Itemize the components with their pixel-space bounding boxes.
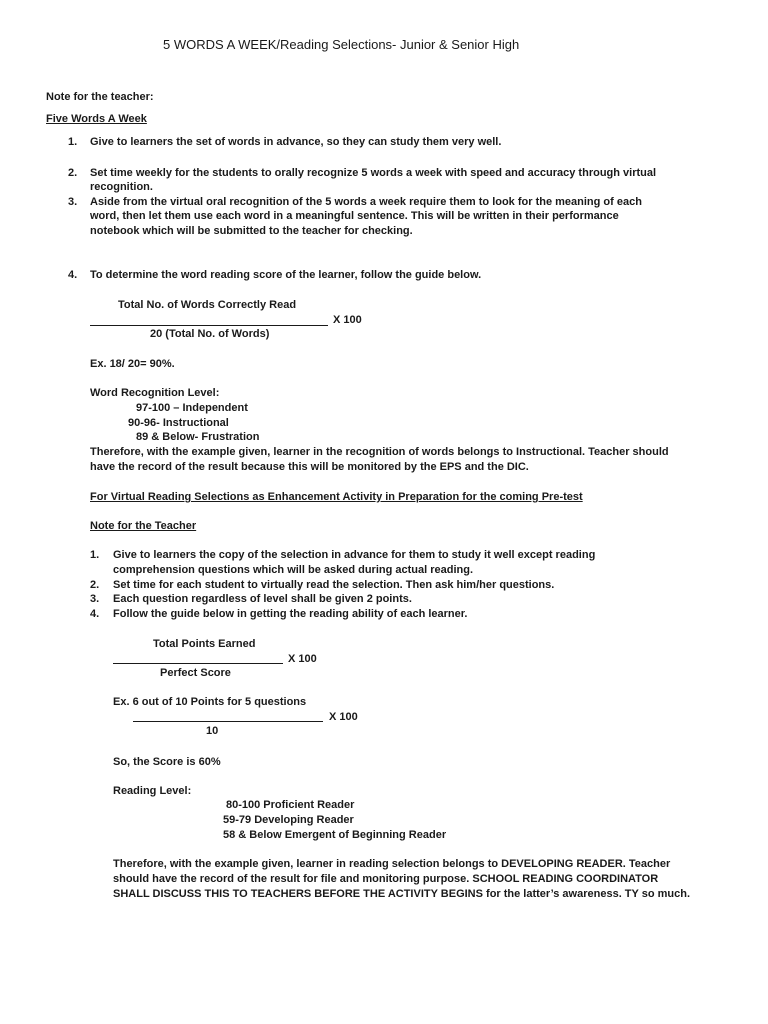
example2-line: Ex. 6 out of 10 Points for 5 questions xyxy=(113,696,307,708)
list1-num-3: 3. xyxy=(68,196,78,208)
list2-num-3: 3. xyxy=(90,593,100,605)
list1-item-2-line-1: Set time weekly for the students to orally recognize 5 words a week with speed and accuracy through virtual xyxy=(90,167,657,179)
word-recognition-level-1: 97-100 – Independent xyxy=(136,402,248,414)
note2-heading: Note for the Teacher xyxy=(90,520,197,532)
list1-item-3-line-2: word, then let them use each word in a meaningful sentence. This will be written in their performance xyxy=(90,210,619,222)
list2-item-1-line-1: Give to learners the copy of the selection in advance for them to study it well except reading xyxy=(113,549,596,561)
example2-multiplier: X 100 xyxy=(329,711,358,723)
list1-num-4: 4. xyxy=(68,269,78,281)
therefore1-line-1: Therefore, with the example given, learner in the recognition of words belongs to Instructional. Teacher should xyxy=(90,446,669,458)
section-heading-virtual-reading: For Virtual Reading Selections as Enhancement Activity in Preparation for the coming Pre-test xyxy=(90,491,583,503)
list2-item-3-line-1: Each question regardless of level shall be given 2 points. xyxy=(113,593,412,605)
list1-item-1-line-1: Give to learners the set of words in advance, so they can study them very well. xyxy=(90,136,502,148)
word-recognition-level-2: 90-96- Instructional xyxy=(128,417,229,429)
list2-num-1: 1. xyxy=(90,549,100,561)
page-title: 5 WORDS A WEEK/Reading Selections- Junior & Senior High xyxy=(163,37,520,52)
formula2-multiplier: X 100 xyxy=(288,653,317,665)
list1-num-1: 1. xyxy=(68,136,78,148)
formula1-numerator: Total No. of Words Correctly Read xyxy=(118,299,297,311)
therefore2-line-1: Therefore, with the example given, learner in reading selection belongs to DEVELOPING READER. Teacher xyxy=(113,858,671,870)
reading-level-heading: Reading Level: xyxy=(113,785,192,797)
list2-num-2: 2. xyxy=(90,579,100,591)
formula1-fraction-line xyxy=(90,325,328,326)
score-line: So, the Score is 60% xyxy=(113,756,221,768)
therefore2-line-3-text: for the latter’s awareness. TY so much. xyxy=(482,888,691,900)
list1-item-3-line-3: notebook which will be submitted to the teacher for checking. xyxy=(90,225,413,237)
therefore2-line-2-emphasis: SCHOOL READING COORDINATOR xyxy=(472,873,659,885)
formula2-fraction-line xyxy=(113,663,283,664)
list1-item-2-line-2: recognition. xyxy=(90,181,153,193)
list1-item-4-line-1: To determine the word reading score of the learner, follow the guide below. xyxy=(90,269,482,281)
formula1-denominator: 20 (Total No. of Words) xyxy=(150,328,270,340)
note-heading: Note for the teacher: xyxy=(46,91,154,103)
list2-item-4-line-1: Follow the guide below in getting the reading ability of each learner. xyxy=(113,608,468,620)
therefore1-line-2: have the record of the result because this will be monitored by the EPS and the DIC. xyxy=(90,461,529,473)
word-recognition-heading: Word Recognition Level: xyxy=(90,387,220,399)
section-heading-five-words: Five Words A Week xyxy=(46,113,147,125)
therefore2-line-3-emphasis: SHALL DISCUSS THIS TO TEACHERS BEFORE THE ACTIVITY BEGINS xyxy=(113,888,483,900)
therefore2-line-2-text: should have the record of the result for file and monitoring purpose. xyxy=(113,873,473,885)
reading-level-2: 59-79 Developing Reader xyxy=(223,814,354,826)
example2-denominator: 10 xyxy=(206,725,219,737)
reading-level-1: 80-100 Proficient Reader xyxy=(226,799,355,811)
therefore2-line-2 xyxy=(113,872,658,887)
formula2-denominator: Perfect Score xyxy=(160,667,231,679)
reading-level-3: 58 & Below Emergent of Beginning Reader xyxy=(223,829,447,841)
formula1-multiplier: X 100 xyxy=(333,314,362,326)
list2-item-1-line-2: comprehension questions which will be asked during actual reading. xyxy=(113,564,474,576)
example2-fraction-line xyxy=(133,721,323,722)
example1: Ex. 18/ 20= 90%. xyxy=(90,358,175,370)
list2-item-2-line-1: Set time for each student to virtually read the selection. Then ask him/her questions. xyxy=(113,579,555,591)
therefore2-line-3 xyxy=(113,887,690,902)
formula2-numerator: Total Points Earned xyxy=(153,638,256,650)
word-recognition-level-3: 89 & Below- Frustration xyxy=(136,431,260,443)
list1-item-3-line-1: Aside from the virtual oral recognition of the 5 words a week require them to look for the meaning of each xyxy=(90,196,642,208)
list2-num-4: 4. xyxy=(90,608,100,620)
list1-num-2: 2. xyxy=(68,167,78,179)
